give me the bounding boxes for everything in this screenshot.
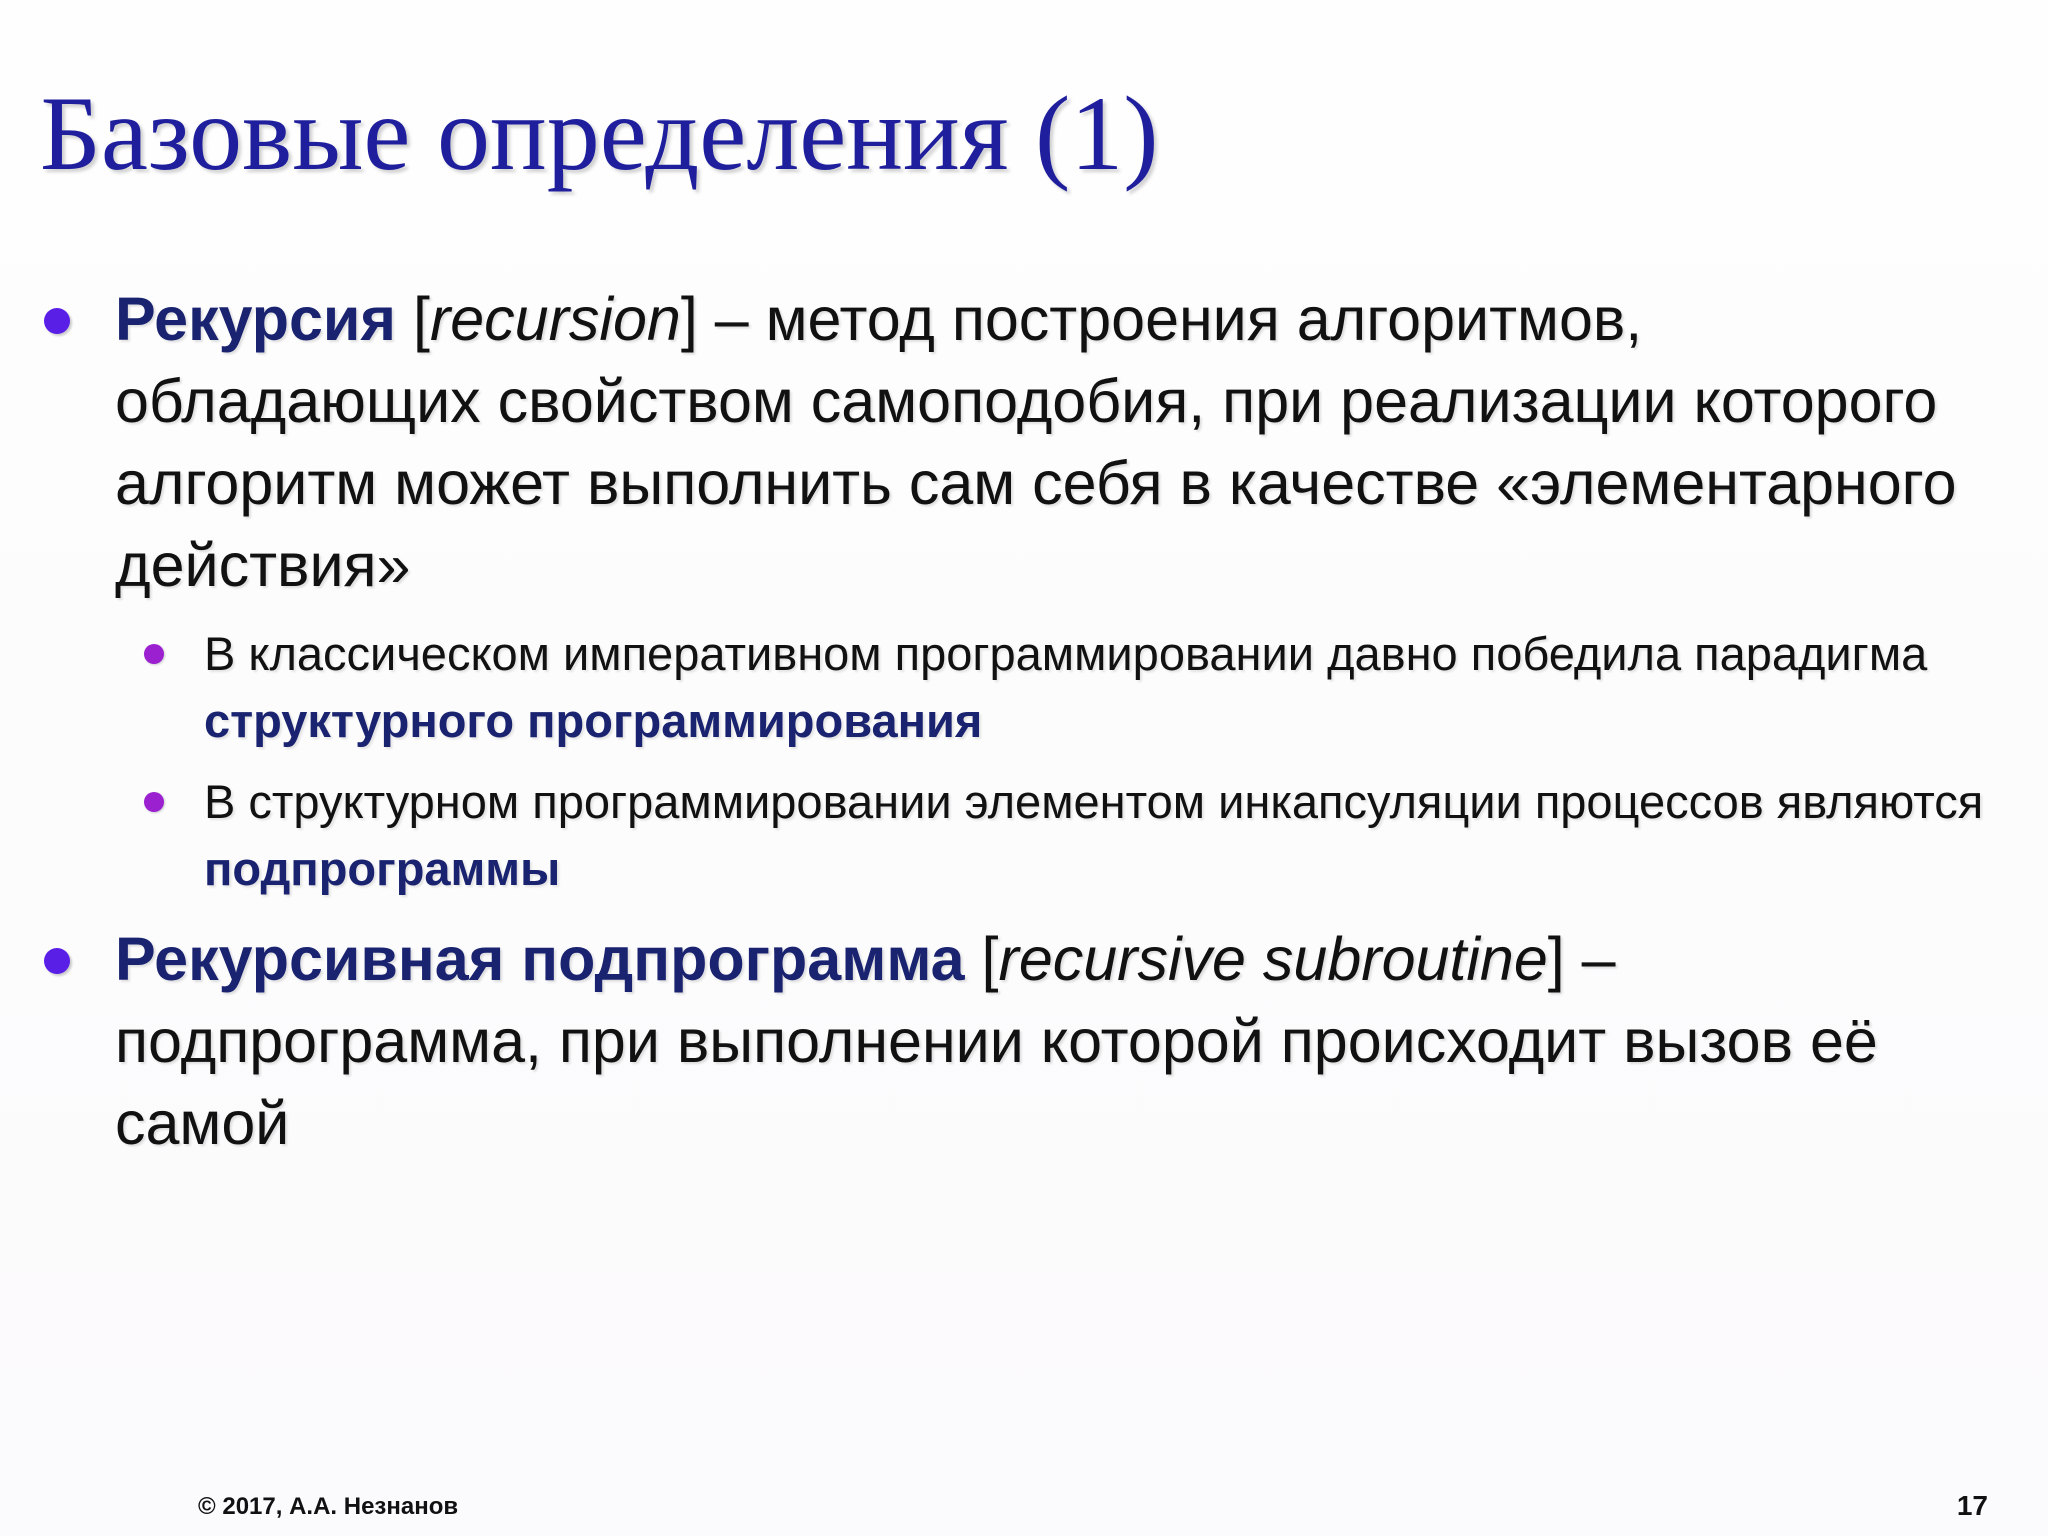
page-number: 17 — [1956, 1490, 1988, 1521]
definition-recursive-subroutine: – подпрограмма, при выполнении которой происходит вызов её самой — [115, 925, 1878, 1157]
slide-content — [40, 278, 2020, 1164]
term-recursive-subroutine-en: recursive subroutine — [998, 925, 1548, 993]
sub-bullet-dot-icon — [144, 792, 164, 812]
term-recursion: Рекурсия — [115, 285, 397, 353]
bullet-recursive-subroutine — [40, 918, 2020, 1164]
sub-bullet-highlight: подпрограммы — [204, 842, 561, 895]
bullet-dot-icon — [44, 308, 70, 334]
sub-bullet-structured — [40, 620, 2020, 754]
bracket-open: [ — [964, 925, 999, 993]
bracket-close: ] — [1547, 925, 1565, 993]
term-recursive-subroutine: Рекурсивная подпрограмма — [115, 925, 965, 993]
bracket-close: ] — [680, 285, 698, 353]
term-recursion-en: recursion — [429, 285, 681, 353]
bullet-dot-icon — [44, 948, 70, 974]
sub-bullet-highlight: структурного программирования — [204, 694, 983, 747]
definition-recursion: – метод построения алгоритмов, обладающих свойством самоподобия, при реализации которого алгоритм может выполнить сам себя в качестве «элементарного действия» — [115, 285, 1957, 599]
slide-title: Базовые определения (1) — [40, 75, 1159, 192]
sub-bullet-dot-icon — [144, 644, 164, 664]
bracket-open: [ — [396, 285, 430, 353]
sub-bullet-subroutines — [40, 768, 2020, 902]
sub-bullet-text: В классическом императивном программировании давно победила парадигма — [204, 627, 1928, 680]
sub-bullet-text: В структурном программировании элементом инкапсуляции процессов являются — [204, 775, 1984, 828]
bullet-recursion — [40, 278, 2020, 606]
footer-copyright: © 2017, А.А. Незнанов — [198, 1493, 459, 1520]
